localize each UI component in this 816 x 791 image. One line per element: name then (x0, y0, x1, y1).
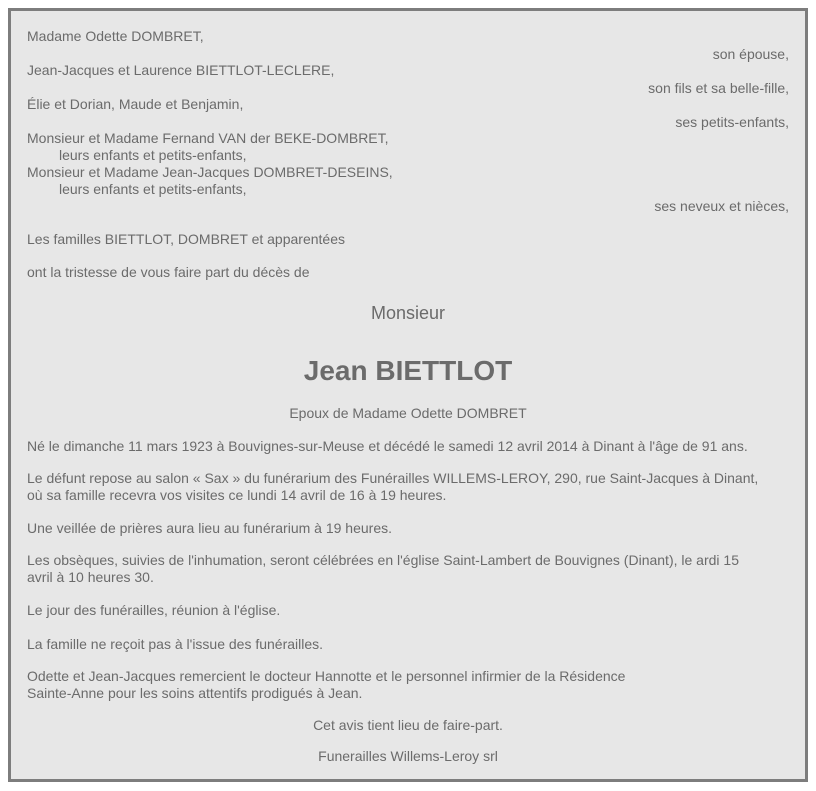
repose-line-1: Le défunt repose au salon « Sax » du funérarium des Funérailles WILLEMS-LEROY, 290, rue Saint-Jacques à Dinant, (27, 470, 759, 486)
thanks-line-2: Sainte-Anne pour les soins attentifs prodigués à Jean. (27, 685, 363, 701)
family-line-families: Les familles BIETTLOT, DOMBRET et apparentées (27, 231, 345, 247)
funeral-line-2: avril à 10 heures 30. (27, 569, 154, 585)
family-line-son: Jean-Jacques et Laurence BIETTLOT-LECLERE, (27, 62, 335, 78)
deceased-name: Jean BIETTLOT (303, 355, 513, 386)
role-grandchildren: ses petits-enfants, (675, 114, 789, 130)
obituary-notice (8, 8, 808, 782)
family-line-grandchildren: Élie et Dorian, Maude et Benjamin, (27, 96, 244, 112)
vigil-line: Une veillée de prières aura lieu au funérarium à 19 heures. (27, 520, 392, 536)
company-line: Funerailles Willems-Leroy srl (318, 748, 498, 764)
no-reception-line: La famille ne reçoit pas à l'issue des funérailles. (27, 636, 324, 652)
role-spouse: son épouse, (712, 46, 789, 62)
family-line-relatives-1: Monsieur et Madame Fernand VAN der BEKE-DOMBRET, (27, 130, 389, 146)
funeral-line-1: Les obsèques, suivies de l'inhumation, seront célébrées en l'église Saint-Lambert de Bouvignes (Dinant), le ardi 15 (27, 552, 739, 568)
role-son: son fils et sa belle-fille, (648, 80, 789, 96)
deceased-title: Monsieur (370, 303, 446, 323)
birth-death-line: Né le dimanche 11 mars 1923 à Bouvignes-sur-Meuse et décédé le samedi 12 avril 2014 à Dinant à l'âge de 91 ans. (27, 438, 748, 454)
role-nephews: ses neveux et nièces, (654, 198, 789, 214)
thanks-line-1: Odette et Jean-Jacques remercient le docteur Hannotte et le personnel infirmier de la Résidence (27, 668, 626, 684)
family-line-relatives-2b: leurs enfants et petits-enfants, (59, 181, 247, 197)
announcement: ont la tristesse de vous faire part du décès de (27, 264, 310, 280)
notice-line: Cet avis tient lieu de faire-part. (313, 717, 503, 733)
family-line-relatives-2: Monsieur et Madame Jean-Jacques DOMBRET-DESEINS, (27, 164, 393, 180)
meeting-line: Le jour des funérailles, réunion à l'église. (27, 602, 281, 618)
repose-line-2: où sa famille recevra vos visites ce lundi 14 avril de 16 à 19 heures. (27, 487, 447, 503)
family-line-relatives-1b: leurs enfants et petits-enfants, (59, 147, 247, 163)
family-line-spouse: Madame Odette DOMBRET, (27, 28, 204, 44)
deceased-spouse: Epoux de Madame Odette DOMBRET (289, 405, 527, 421)
